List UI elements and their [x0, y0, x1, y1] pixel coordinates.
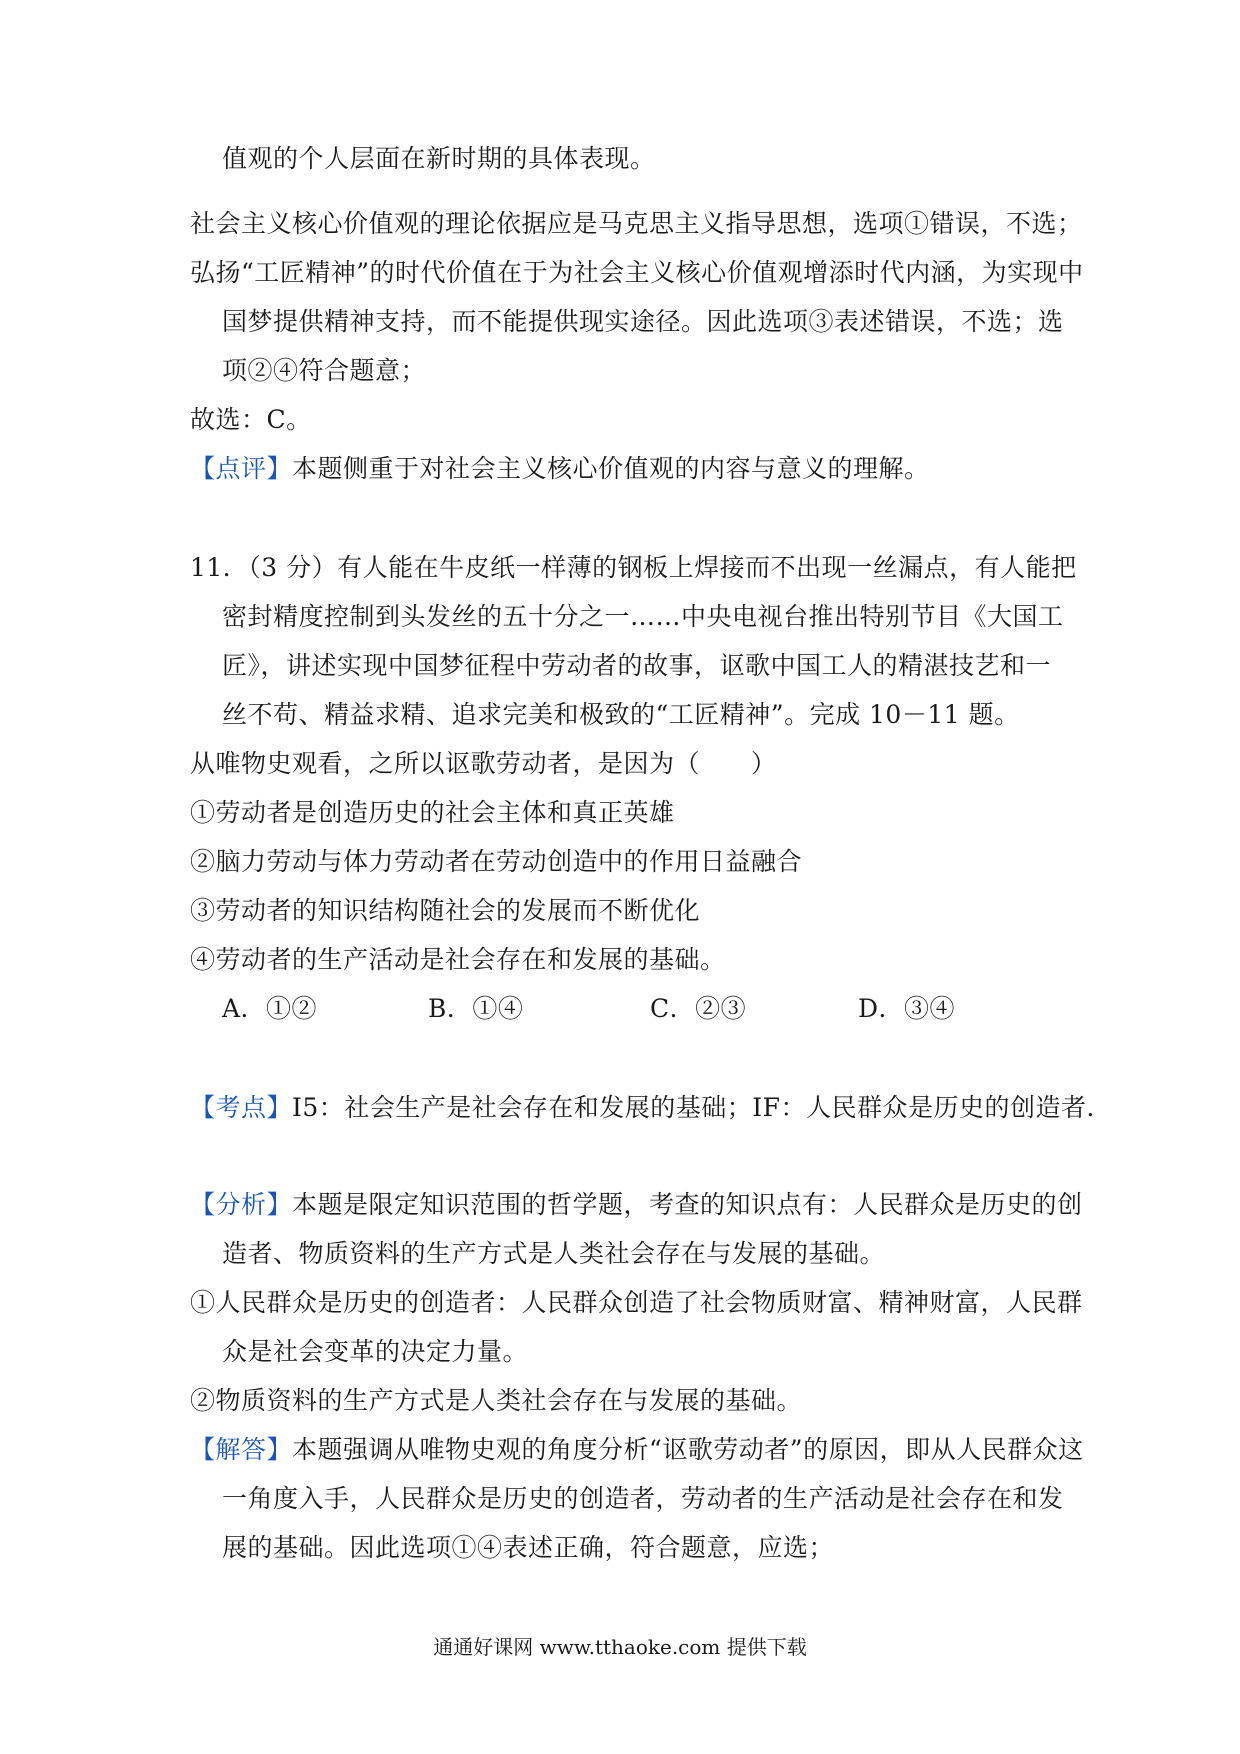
- jieda-line-1: [190, 1433, 1084, 1467]
- analysis-paragraph-2-line-1: 弘扬“工匠精神”的时代价值在于为社会主义核心价值观增添时代内涵，为实现中: [190, 258, 1084, 287]
- analysis-paragraph-2-line-3: 项②④符合题意；: [222, 356, 427, 385]
- fenxi-line-5: ②物质资料的生产方式是人类社会存在与发展的基础。: [190, 1386, 803, 1415]
- fenxi-line-1: [190, 1188, 1083, 1222]
- statement-4: ④劳动者的生产活动是社会存在和发展的基础。: [190, 945, 726, 974]
- statement-2: ②脑力劳动与体力劳动者在劳动创造中的作用日益融合: [190, 847, 803, 876]
- review-line: [190, 452, 930, 486]
- question-11-line-4: 丝不苟、精益求精、追求完美和极致的“工匠精神”。完成 10－11 题。: [222, 700, 1020, 729]
- kaodian-tag: 【考点】: [190, 1093, 293, 1122]
- continued-line: 值观的个人层面在新时期的具体表现。: [222, 144, 656, 173]
- option-c: C．②③: [650, 994, 747, 1023]
- option-b: B．①④: [428, 994, 524, 1023]
- question-stem: 从唯物史观看，之所以讴歌劳动者，是因为（ ）: [190, 749, 777, 778]
- kaodian-text: I5：社会生产是社会存在和发展的基础；IF：人民群众是历史的创造者．: [292, 1093, 1113, 1122]
- jieda-line-3: 展的基础。因此选项①④表述正确，符合题意，应选；: [222, 1533, 835, 1562]
- fenxi-text-1: 本题是限定知识范围的哲学题，考查的知识点有：人民群众是历史的创: [292, 1190, 1083, 1219]
- review-text: 本题侧重于对社会主义核心价值观的内容与意义的理解。: [292, 454, 930, 483]
- statement-1: ①劳动者是创造历史的社会主体和真正英雄: [190, 798, 675, 827]
- option-a: A．①②: [222, 994, 318, 1023]
- page-footer: 通通好课网 www.tthaoke.com 提供下载: [433, 1635, 807, 1659]
- question-11-line-3: 匠》，讲述实现中国梦征程中劳动者的故事，讴歌中国工人的精湛技艺和一: [222, 651, 1052, 680]
- option-d: D．③④: [858, 994, 956, 1023]
- jieda-text-1: 本题强调从唯物史观的角度分析“讴歌劳动者”的原因，即从人民群众这: [292, 1435, 1084, 1464]
- fenxi-tag: 【分析】: [190, 1190, 293, 1219]
- fenxi-line-4: 众是社会变革的决定力量。: [222, 1337, 529, 1366]
- analysis-paragraph-2-line-2: 国梦提供精神支持，而不能提供现实途径。因此选项③表述错误，不选；选: [222, 307, 1064, 336]
- fenxi-line-2: 造者、物质资料的生产方式是人类社会存在与发展的基础。: [222, 1239, 886, 1268]
- jieda-line-2: 一角度入手，人民群众是历史的创造者，劳动者的生产活动是社会存在和发: [222, 1484, 1064, 1513]
- analysis-paragraph-1: 社会主义核心价值观的理论依据应是马克思主义指导思想，选项①错误，不选；: [190, 209, 1083, 238]
- jieda-tag: 【解答】: [190, 1435, 293, 1464]
- kaodian-line: [190, 1091, 1112, 1125]
- question-11-line-2: 密封精度控制到头发丝的五十分之一……中央电视台推出特别节目《大国工: [222, 602, 1064, 631]
- statement-3: ③劳动者的知识结构随社会的发展而不断优化: [190, 896, 701, 925]
- answer-line: 故选：C。: [190, 405, 312, 434]
- fenxi-line-3: ①人民群众是历史的创造者：人民群众创造了社会物质财富、精神财富，人民群: [190, 1288, 1083, 1317]
- question-11-line-1: 11．（3 分）有人能在牛皮纸一样薄的钢板上焊接而不出现一丝漏点，有人能把: [190, 553, 1077, 582]
- review-tag: 【点评】: [190, 454, 293, 483]
